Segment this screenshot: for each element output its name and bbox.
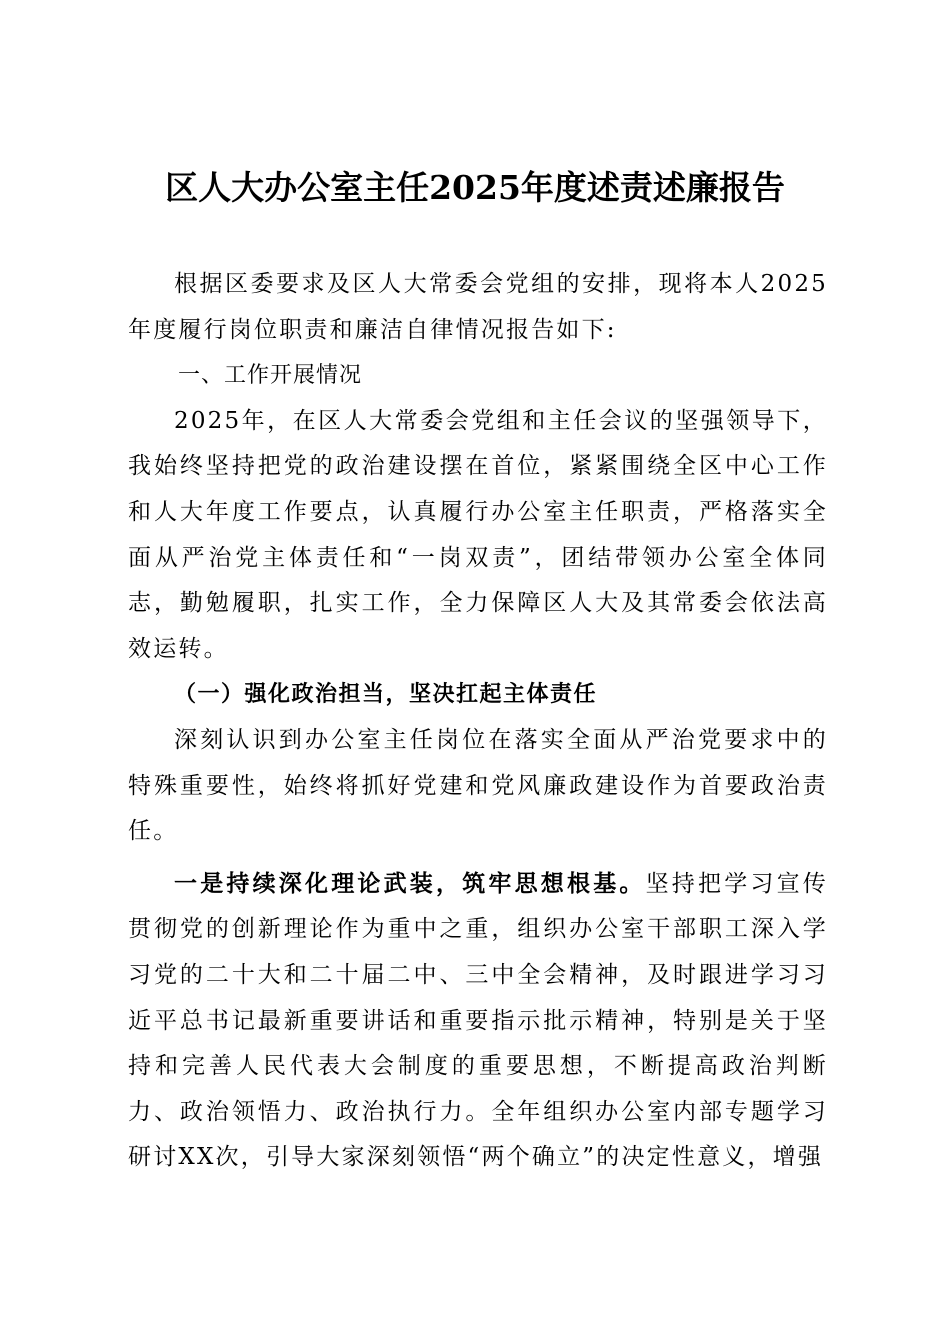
subsection-paragraph-political: 深刻认识到办公室主任岗位在落实全面从严治党要求中的特殊重要性，始终将抓好党建和党风廉政建设作为首要政治责任。	[128, 726, 828, 845]
point-lead-theory: 一是持续深化理论武装，筑牢思想根基。	[174, 869, 646, 897]
section-paragraph-work: 2025年，在区人大常委会党组和主任会议的坚强领导下，我始终坚持把党的政治建设摆在首位，紧紧围绕全区中心工作和人大年度工作要点，认真履行办公室主任职责，严格落实全面从严治党主体责任和“一岗双责”，团结带领办公室全体同志，勤勉履职，扎实工作，全力保障区人大及其常委会依法高效运转。	[128, 407, 828, 662]
point-paragraph-theory	[128, 861, 828, 1181]
document-title: 区人大办公室主任2025年度述责述廉报告	[165, 168, 785, 207]
subsection-heading-political: （一）强化政治担当，坚决扛起主体责任	[174, 681, 598, 708]
section-heading-work: 一、工作开展情况	[178, 363, 363, 389]
document-body	[128, 262, 828, 1181]
point-body-theory: 坚持把学习宣传贯彻党的创新理论作为重中之重，组织办公室干部职工深入学习党的二十大和二十届二中、三中全会精神，及时跟进学习习近平总书记最新重要讲话和重要指示批示精神，特别是关于坚持和完善人民代表大会制度的重要思想，不断提高政治判断力、政治领悟力、政治执行力。全年组织办公室内部专题学习研讨XX次，引导大家深刻领悟“两个确立”的决定性意义，增强	[128, 870, 828, 1171]
intro-paragraph: 根据区委要求及区人大常委会党组的安排，现将本人2025年度履行岗位职责和廉洁自律情况报告如下:	[128, 271, 828, 343]
